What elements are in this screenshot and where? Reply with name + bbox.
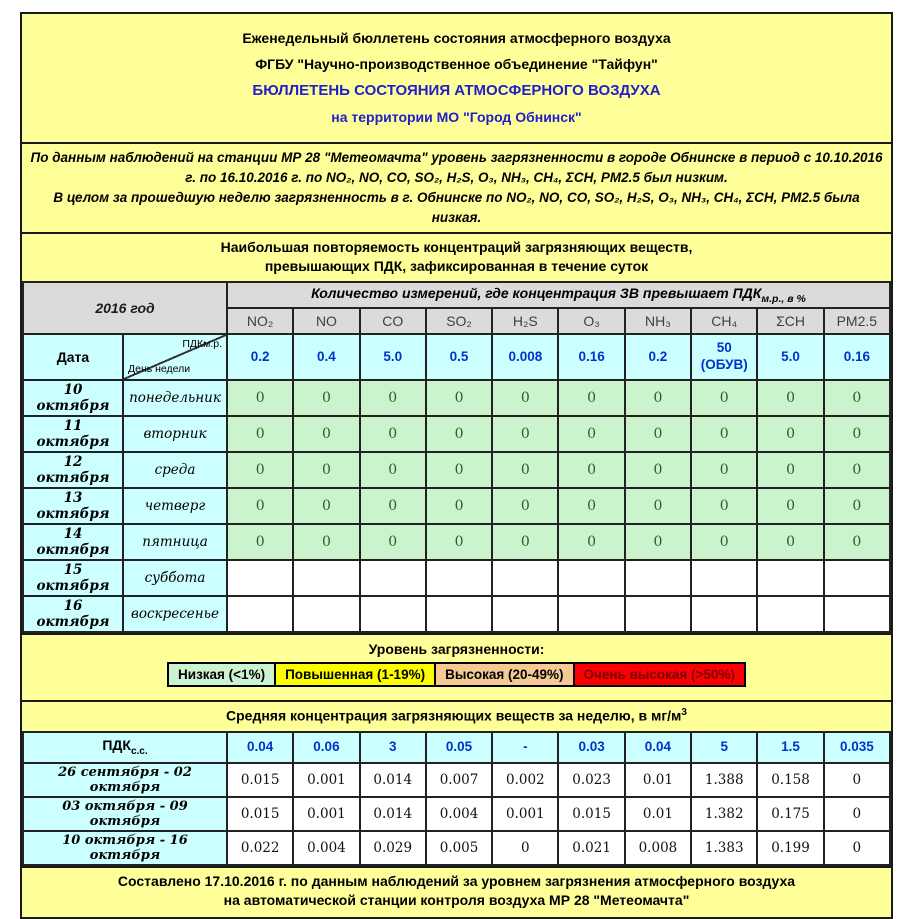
legend-item-2: Высокая (20-49%) xyxy=(434,662,574,687)
day-value-2-8: 0 xyxy=(757,452,823,488)
avg-table xyxy=(22,731,891,866)
avg-value-1-2: 0.014 xyxy=(360,797,426,831)
day-value-4-4: 0 xyxy=(492,524,558,560)
day-value-5-1 xyxy=(293,560,359,596)
avg-value-2-9: 0 xyxy=(824,831,890,865)
day-value-3-2: 0 xyxy=(360,488,426,524)
day-value-1-5: 0 xyxy=(558,416,624,452)
pdk-mr-value-3: 0.5 xyxy=(426,334,492,380)
day-value-3-8: 0 xyxy=(757,488,823,524)
day-value-3-4: 0 xyxy=(492,488,558,524)
day-value-3-3: 0 xyxy=(426,488,492,524)
day-value-3-9: 0 xyxy=(824,488,890,524)
day-row-0 xyxy=(23,380,890,416)
avg-value-2-3: 0.005 xyxy=(426,831,492,865)
day-date: 15 октября xyxy=(23,560,123,596)
avg-value-2-7: 1.383 xyxy=(691,831,757,865)
day-value-5-7 xyxy=(691,560,757,596)
avg-row-2 xyxy=(23,831,890,865)
day-name: вторник xyxy=(123,416,227,452)
diagonal-split-cell xyxy=(123,334,227,380)
day-name: пятница xyxy=(123,524,227,560)
day-date: 13 октября xyxy=(23,488,123,524)
day-value-6-3 xyxy=(426,596,492,632)
day-value-1-2: 0 xyxy=(360,416,426,452)
bulletin-document xyxy=(20,12,893,919)
footer-line2: на автоматической станции контроля воздуха МР 28 "Метеомачта" xyxy=(223,892,690,909)
pdk-ss-value-2: 3 xyxy=(360,732,426,763)
avg-value-1-5: 0.015 xyxy=(558,797,624,831)
pdk-ss-value-9: 0.035 xyxy=(824,732,890,763)
avg-value-2-2: 0.029 xyxy=(360,831,426,865)
day-value-3-7: 0 xyxy=(691,488,757,524)
day-row-5 xyxy=(23,560,890,596)
avg-value-0-0: 0.015 xyxy=(227,763,293,797)
day-row-4 xyxy=(23,524,890,560)
day-value-4-0: 0 xyxy=(227,524,293,560)
pdk-ss-label-base: ПДК xyxy=(102,737,131,754)
day-name: среда xyxy=(123,452,227,488)
legend-items xyxy=(22,662,891,687)
day-value-4-6: 0 xyxy=(625,524,691,560)
avg-value-0-9: 0 xyxy=(824,763,890,797)
pdk-mr-value-9: 0.16 xyxy=(824,334,890,380)
pdk-mr-value-8: 5.0 xyxy=(757,334,823,380)
day-value-4-8: 0 xyxy=(757,524,823,560)
day-value-1-6: 0 xyxy=(625,416,691,452)
pdk-ss-label-cell xyxy=(23,732,227,763)
day-value-0-0: 0 xyxy=(227,380,293,416)
measure-header-sub: м.р., в % xyxy=(761,292,806,305)
day-row-1 xyxy=(23,416,890,452)
day-value-6-7 xyxy=(691,596,757,632)
avg-table-title-sup: 3 xyxy=(681,707,687,719)
day-value-3-6: 0 xyxy=(625,488,691,524)
avg-period: 26 сентября - 02 октября xyxy=(23,763,227,797)
day-value-3-0: 0 xyxy=(227,488,293,524)
diag-label-pdk: ПДКм.р. xyxy=(182,338,222,351)
pollutant-header-7: CH₄ xyxy=(691,308,757,334)
exceed-table-title-line2: превышающих ПДК, зафиксированная в течение суток xyxy=(264,258,649,275)
day-value-4-7: 0 xyxy=(691,524,757,560)
day-value-5-8 xyxy=(757,560,823,596)
day-value-1-0: 0 xyxy=(227,416,293,452)
day-value-1-9: 0 xyxy=(824,416,890,452)
avg-value-1-7: 1.382 xyxy=(691,797,757,831)
day-value-2-3: 0 xyxy=(426,452,492,488)
measure-header-base: Количество измерений, где концентрация ЗВ превышает ПДК xyxy=(311,285,762,302)
pdk-mr-value-2: 5.0 xyxy=(360,334,426,380)
header-line-org-bulletin: Еженедельный бюллетень состояния атмосферного воздуха xyxy=(242,30,671,46)
avg-value-1-3: 0.004 xyxy=(426,797,492,831)
day-value-6-9 xyxy=(824,596,890,632)
avg-value-0-6: 0.01 xyxy=(625,763,691,797)
day-value-6-0 xyxy=(227,596,293,632)
day-value-5-5 xyxy=(558,560,624,596)
year-header-cell: 2016 год xyxy=(23,282,227,334)
avg-value-1-4: 0.001 xyxy=(492,797,558,831)
measure-header-cell xyxy=(227,282,890,308)
footer-line1: Составлено 17.10.2016 г. по данным наблюдений за уровнем загрязнения атмосферного воздуха xyxy=(117,872,796,889)
legend-item-1: Повышенная (1-19%) xyxy=(274,662,436,687)
exceed-table-title-line1: Наибольшая повторяемость концентраций загрязняющих веществ, xyxy=(220,239,693,256)
day-value-1-1: 0 xyxy=(293,416,359,452)
avg-value-1-0: 0.015 xyxy=(227,797,293,831)
pdk-ss-value-6: 0.04 xyxy=(625,732,691,763)
day-value-5-6 xyxy=(625,560,691,596)
day-value-6-2 xyxy=(360,596,426,632)
day-value-5-2 xyxy=(360,560,426,596)
day-value-2-2: 0 xyxy=(360,452,426,488)
day-value-4-3: 0 xyxy=(426,524,492,560)
page-title: БЮЛЛЕТЕНЬ СОСТОЯНИЯ АТМОСФЕРНОГО ВОЗДУХА xyxy=(252,82,661,99)
summary-statement-line1: По данным наблюдений на станции МР 28 "Метеомачта" уровень загрязненности в городе Обнинске в период с 10.10.2016 г. по 16.10.2016 г. по NO₂, NO, CO, SO₂, H₂S, O₃, NH₃, CH₄, ΣCH, PM2.5 был низким. xyxy=(30,150,883,185)
pdk-ss-label-sub: с.с. xyxy=(130,745,148,757)
pdk-ss-value-1: 0.06 xyxy=(293,732,359,763)
day-value-2-5: 0 xyxy=(558,452,624,488)
day-value-0-6: 0 xyxy=(625,380,691,416)
pdk-ss-value-8: 1.5 xyxy=(757,732,823,763)
pollutant-header-4: H₂S xyxy=(492,308,558,334)
avg-value-2-8: 0.199 xyxy=(757,831,823,865)
avg-value-2-0: 0.022 xyxy=(227,831,293,865)
pdk-mr-value-5: 0.16 xyxy=(558,334,624,380)
pdk-ss-value-5: 0.03 xyxy=(558,732,624,763)
day-value-1-4: 0 xyxy=(492,416,558,452)
day-name: суббота xyxy=(123,560,227,596)
day-value-4-2: 0 xyxy=(360,524,426,560)
pollutant-header-1: NO xyxy=(293,308,359,334)
avg-value-2-6: 0.008 xyxy=(625,831,691,865)
day-value-0-1: 0 xyxy=(293,380,359,416)
summary-statement-line2: В целом за прошедшую неделю загрязненность в г. Обнинске по NO₂, NO, CO, SO₂, H₂S, O₃, NH₃, CH₄, ΣCH, PM2.5 была низкая. xyxy=(53,190,860,225)
day-date: 16 октября xyxy=(23,596,123,632)
day-name: воскресенье xyxy=(123,596,227,632)
pollutant-header-3: SO₂ xyxy=(426,308,492,334)
day-value-2-4: 0 xyxy=(492,452,558,488)
day-value-2-6: 0 xyxy=(625,452,691,488)
pdk-ss-row xyxy=(23,732,890,763)
pollutant-header-2: CO xyxy=(360,308,426,334)
header-line-org-name: ФГБУ "Научно-производственное объединение "Тайфун" xyxy=(255,56,658,72)
exceed-table-title xyxy=(22,232,891,281)
day-date: 11 октября xyxy=(23,416,123,452)
pdk-ss-value-4: - xyxy=(492,732,558,763)
day-value-2-7: 0 xyxy=(691,452,757,488)
pdk-mr-value-4: 0.008 xyxy=(492,334,558,380)
pollution-level-legend xyxy=(22,633,891,700)
pdk-mr-value-0: 0.2 xyxy=(227,334,293,380)
day-value-2-1: 0 xyxy=(293,452,359,488)
day-value-4-9: 0 xyxy=(824,524,890,560)
day-value-0-7: 0 xyxy=(691,380,757,416)
exceed-table xyxy=(22,281,891,633)
day-value-0-2: 0 xyxy=(360,380,426,416)
pdk-mr-value-6: 0.2 xyxy=(625,334,691,380)
day-name: понедельник xyxy=(123,380,227,416)
avg-value-1-6: 0.01 xyxy=(625,797,691,831)
avg-value-2-5: 0.021 xyxy=(558,831,624,865)
pollutant-header-8: ΣCH xyxy=(757,308,823,334)
pdk-mr-row xyxy=(23,334,890,380)
summary-statement xyxy=(22,142,891,232)
avg-value-0-8: 0.158 xyxy=(757,763,823,797)
avg-table-title-text: Средняя концентрация загрязняющих веществ за неделю, в мг/м xyxy=(226,707,682,724)
day-value-0-3: 0 xyxy=(426,380,492,416)
day-name: четверг xyxy=(123,488,227,524)
day-value-2-0: 0 xyxy=(227,452,293,488)
date-column-header: Дата xyxy=(23,334,123,380)
avg-period: 10 октября - 16 октября xyxy=(23,831,227,865)
day-row-6 xyxy=(23,596,890,632)
document-header xyxy=(22,14,891,142)
pollutant-header-5: O₃ xyxy=(558,308,624,334)
day-value-0-4: 0 xyxy=(492,380,558,416)
legend-title: Уровень загрязненности: xyxy=(368,641,545,658)
pdk-mr-value-7: 50 (ОБУВ) xyxy=(691,334,757,380)
avg-value-0-7: 1.388 xyxy=(691,763,757,797)
day-value-0-5: 0 xyxy=(558,380,624,416)
pdk-ss-value-3: 0.05 xyxy=(426,732,492,763)
avg-value-0-4: 0.002 xyxy=(492,763,558,797)
pdk-mr-value-1: 0.4 xyxy=(293,334,359,380)
day-value-4-1: 0 xyxy=(293,524,359,560)
day-value-6-1 xyxy=(293,596,359,632)
avg-value-0-2: 0.014 xyxy=(360,763,426,797)
avg-value-1-9: 0 xyxy=(824,797,890,831)
day-value-6-4 xyxy=(492,596,558,632)
pollutant-header-9: PM2.5 xyxy=(824,308,890,334)
avg-value-0-3: 0.007 xyxy=(426,763,492,797)
avg-value-1-1: 0.001 xyxy=(293,797,359,831)
day-value-6-6 xyxy=(625,596,691,632)
avg-table-title xyxy=(22,700,891,731)
day-row-2 xyxy=(23,452,890,488)
day-value-1-7: 0 xyxy=(691,416,757,452)
day-value-4-5: 0 xyxy=(558,524,624,560)
day-value-2-9: 0 xyxy=(824,452,890,488)
day-value-5-9 xyxy=(824,560,890,596)
day-value-3-5: 0 xyxy=(558,488,624,524)
day-value-1-3: 0 xyxy=(426,416,492,452)
avg-value-0-1: 0.001 xyxy=(293,763,359,797)
day-value-5-4 xyxy=(492,560,558,596)
avg-value-2-4: 0 xyxy=(492,831,558,865)
day-value-6-8 xyxy=(757,596,823,632)
avg-value-0-5: 0.023 xyxy=(558,763,624,797)
day-date: 10 октября xyxy=(23,380,123,416)
pollutant-header-0: NO₂ xyxy=(227,308,293,334)
day-value-0-9: 0 xyxy=(824,380,890,416)
day-value-5-3 xyxy=(426,560,492,596)
avg-period: 03 октября - 09 октября xyxy=(23,797,227,831)
document-footer xyxy=(22,866,891,917)
pollutant-header-6: NH₃ xyxy=(625,308,691,334)
day-value-3-1: 0 xyxy=(293,488,359,524)
day-value-6-5 xyxy=(558,596,624,632)
day-row-3 xyxy=(23,488,890,524)
legend-item-0: Низкая (<1%) xyxy=(167,662,276,687)
page-subtitle: на территории МО "Город Обнинск" xyxy=(331,109,582,125)
avg-row-1 xyxy=(23,797,890,831)
avg-value-2-1: 0.004 xyxy=(293,831,359,865)
day-date: 14 октября xyxy=(23,524,123,560)
day-value-5-0 xyxy=(227,560,293,596)
pdk-ss-value-0: 0.04 xyxy=(227,732,293,763)
pdk-ss-value-7: 5 xyxy=(691,732,757,763)
day-date: 12 октября xyxy=(23,452,123,488)
legend-item-3: Очень высокая (>50%) xyxy=(573,662,746,687)
day-value-1-8: 0 xyxy=(757,416,823,452)
avg-value-1-8: 0.175 xyxy=(757,797,823,831)
day-value-0-8: 0 xyxy=(757,380,823,416)
diag-label-weekday: День недели xyxy=(128,363,191,376)
